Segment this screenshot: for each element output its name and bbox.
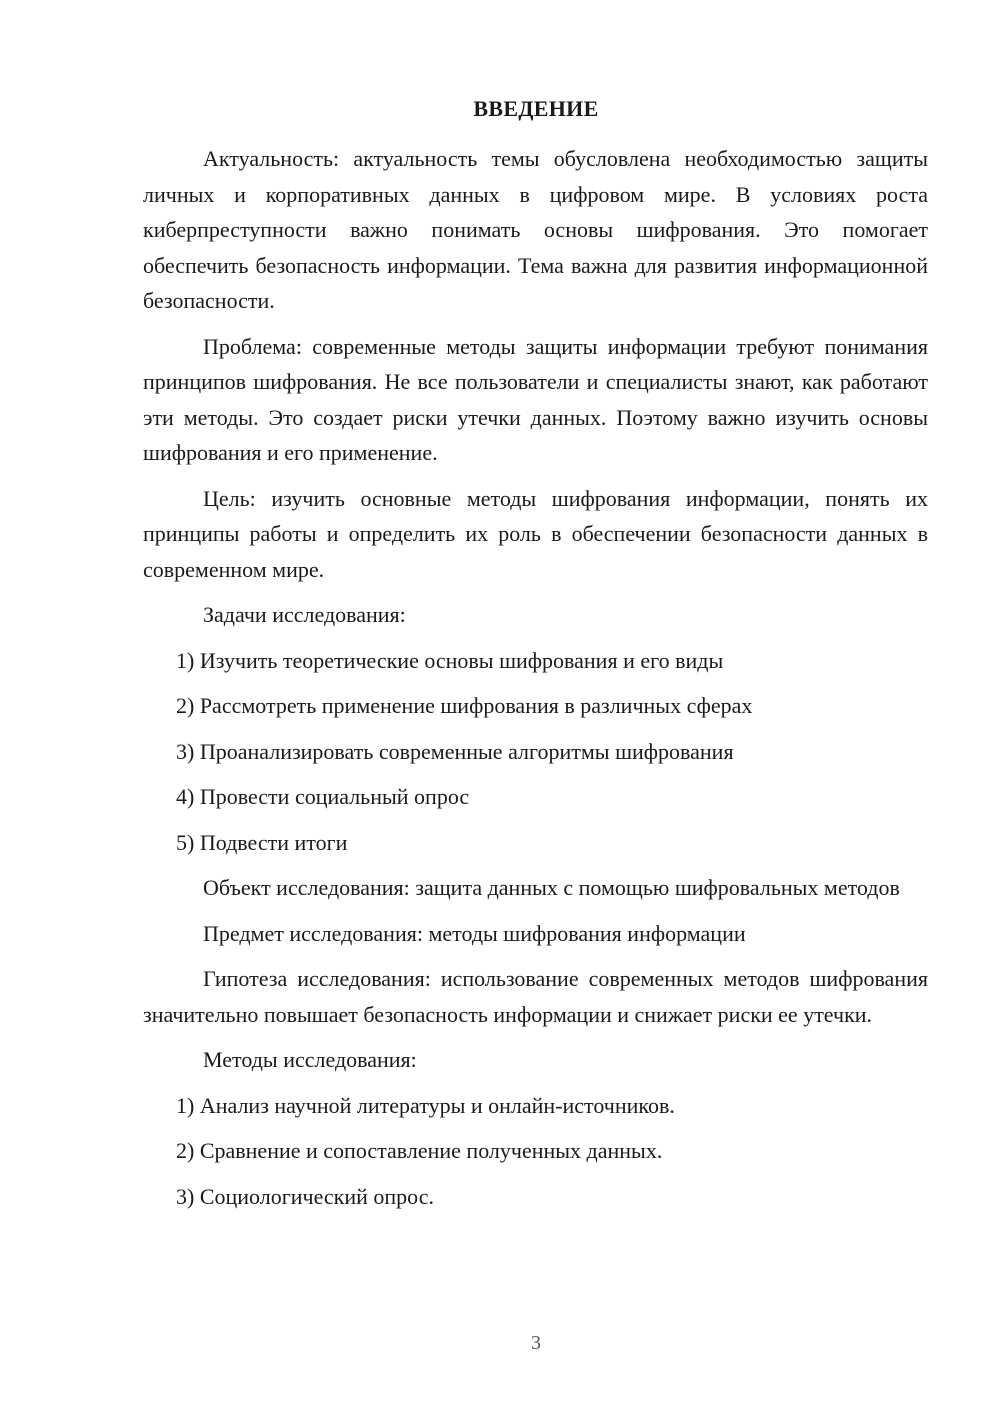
page-number: 3 xyxy=(531,1332,541,1354)
hypothesis-paragraph: Гипотеза исследования: использование современных методов шифрования значительно повышает безопасность информации и снижает риски ее утечки. xyxy=(143,966,928,1027)
tasks-heading: Задачи исследования: xyxy=(203,602,406,627)
tasks-list xyxy=(143,643,928,861)
list-item: 1) Анализ научной литературы и онлайн-источников. xyxy=(176,1092,675,1118)
methods-heading: Методы исследования: xyxy=(203,1047,417,1072)
subject-paragraph: Предмет исследования: методы шифрования информации xyxy=(203,920,746,946)
methods-list xyxy=(143,1088,928,1215)
list-item: 3) Социологический опрос. xyxy=(176,1183,434,1209)
list-item: 5) Подвести итоги xyxy=(176,829,348,855)
list-item: 2) Рассмотреть применение шифрования в различных сферах xyxy=(176,693,753,718)
relevance-paragraph: Актуальность: актуальность темы обусловлена необходимостью защиты личных и корпоративных данных в цифровом мире. В условиях роста киберпреступности важно понимать основы шифрования. Это помогает обеспечить безопасность информации. Тема важна для развития информационной безопасности. xyxy=(143,146,928,313)
object-paragraph: Объект исследования: защита данных с помощью шифровальных методов xyxy=(203,875,900,900)
list-item: 1) Изучить теоретические основы шифрования и его виды xyxy=(176,647,724,673)
list-item: 3) Проанализировать современные алгоритмы шифрования xyxy=(176,738,734,764)
page-title: ВВЕДЕНИЕ xyxy=(473,96,599,121)
list-item: 2) Сравнение и сопоставление полученных данных. xyxy=(176,1138,663,1163)
problem-paragraph: Проблема: современные методы защиты информации требуют понимания принципов шифрования. Не все пользователи и специалисты знают, как работают эти методы. Это создает риски утечки данных. Поэтому важно изучить основы шифрования и его применение. xyxy=(143,333,928,465)
document-body xyxy=(143,141,928,1214)
list-item: 4) Провести социальный опрос xyxy=(176,784,470,809)
goal-paragraph: Цель: изучить основные методы шифрования информации, понять их принципы работы и определить их роль в обеспечении безопасности данных в современном мире. xyxy=(143,485,928,582)
